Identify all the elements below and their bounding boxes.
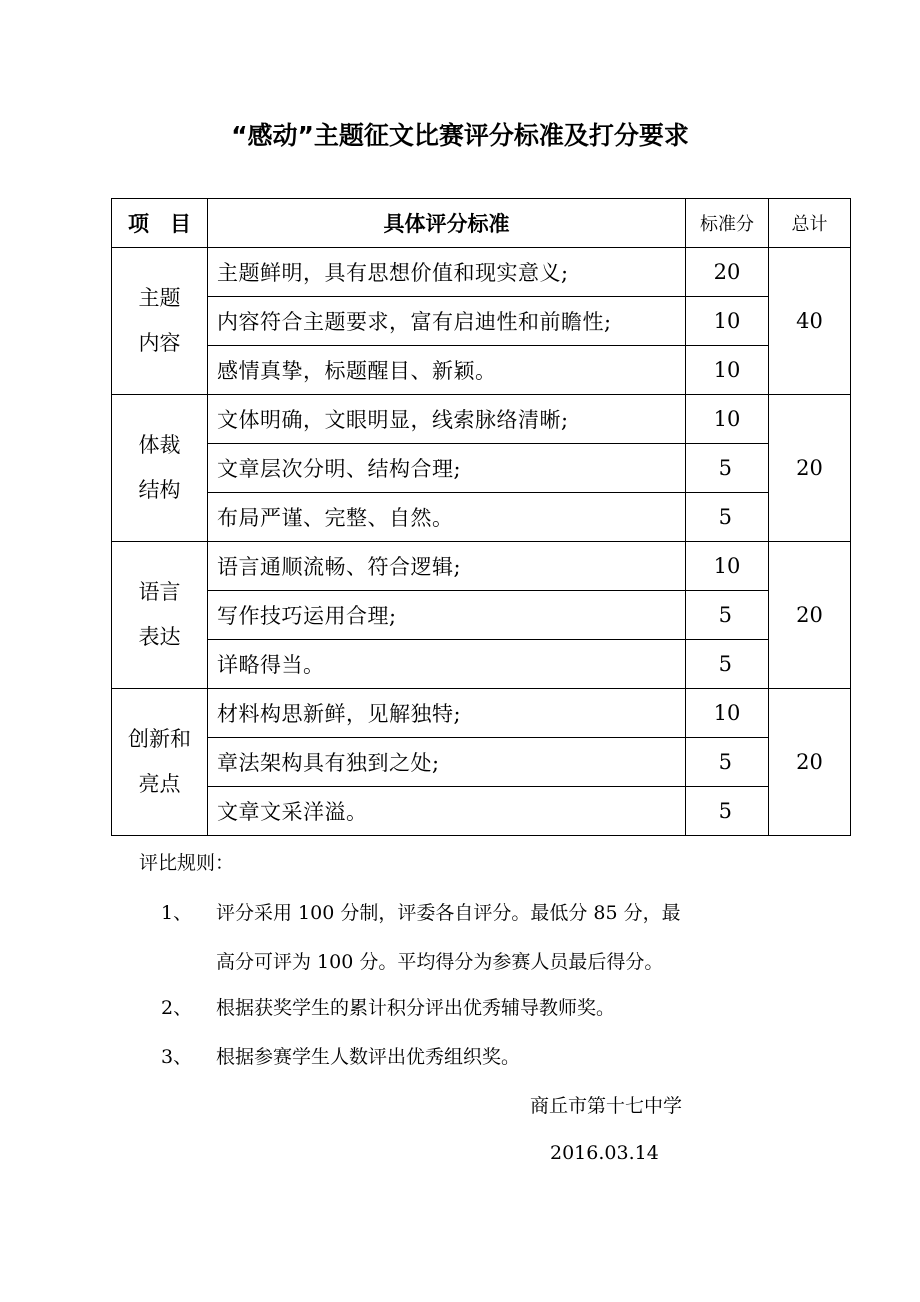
rule-number: 1、 [161,902,193,924]
criterion-cell: 材料构思新鲜，见解独特; [208,689,686,738]
table-header-row [112,199,851,248]
rule-number: 2、 [161,997,193,1019]
total-score-cell: 20 [769,542,851,689]
total-score-cell: 40 [769,248,851,395]
standard-score-cell: 5 [686,787,769,836]
criterion-cell: 主题鲜明，具有思想价值和现实意义; [208,248,686,297]
header-total: 总计 [769,199,851,248]
criterion-cell: 语言通顺流畅、符合逻辑; [208,542,686,591]
category-label: 主题 [138,286,181,310]
rule-text: 高分可评为 100 分。平均得分为参赛人员最后得分。 [216,951,664,973]
category-cell [112,542,208,689]
header-standard-score: 标准分 [686,199,769,248]
header-item: 项 目 [112,199,208,248]
standard-score-cell: 5 [686,738,769,787]
standard-score-cell: 5 [686,444,769,493]
document-title: “感动”主题征文比赛评分标准及打分要求 [231,121,689,150]
category-label: 创新和 [128,727,191,751]
standard-score-cell: 20 [686,248,769,297]
criterion-cell: 文章文采洋溢。 [208,787,686,836]
criterion-cell: 章法架构具有独到之处; [208,738,686,787]
scoring-table [111,198,851,836]
category-label: 体裁 [138,433,181,457]
rule-text: 评分采用 100 分制，评委各自评分。最低分 85 分，最 [216,902,681,924]
criterion-cell: 文章层次分明、结构合理; [208,444,686,493]
category-cell [112,248,208,395]
rule-number: 3、 [161,1046,193,1068]
table-row [112,738,851,787]
rule-text: 根据参赛学生人数评出优秀组织奖。 [216,1046,521,1068]
rules-heading: 评比规则： [139,852,235,874]
total-score-cell: 20 [769,689,851,836]
standard-score-cell: 5 [686,640,769,689]
category-label: 内容 [138,331,181,355]
category-label: 结构 [138,478,181,502]
total-score-cell: 20 [769,395,851,542]
header-criteria: 具体评分标准 [208,199,686,248]
standard-score-cell: 10 [686,346,769,395]
standard-score-cell: 10 [686,542,769,591]
criterion-cell: 详略得当。 [208,640,686,689]
rule-text: 根据获奖学生的累计积分评出优秀辅导教师奖。 [216,997,616,1019]
standard-score-cell: 5 [686,493,769,542]
table-row [112,689,851,738]
signature-date: 2016.03.14 [550,1142,659,1164]
standard-score-cell: 5 [686,591,769,640]
table-row [112,493,851,542]
table-row [112,248,851,297]
criterion-cell: 写作技巧运用合理; [208,591,686,640]
criterion-cell: 感情真挚，标题醒目、新颖。 [208,346,686,395]
table-row [112,297,851,346]
standard-score-cell: 10 [686,297,769,346]
standard-score-cell: 10 [686,689,769,738]
table-row [112,346,851,395]
table-row [112,640,851,689]
category-cell [112,689,208,836]
category-label: 表达 [138,625,181,649]
criterion-cell: 内容符合主题要求，富有启迪性和前瞻性; [208,297,686,346]
signature-organization: 商丘市第十七中学 [530,1095,683,1117]
criterion-cell: 布局严谨、完整、自然。 [208,493,686,542]
category-label: 亮点 [138,772,181,796]
standard-score-cell: 10 [686,395,769,444]
table-row [112,395,851,444]
table-row [112,444,851,493]
table-row [112,787,851,836]
criterion-cell: 文体明确，文眼明显，线索脉络清晰; [208,395,686,444]
table-row [112,591,851,640]
category-cell [112,395,208,542]
category-label: 语言 [138,580,181,604]
table-row [112,542,851,591]
